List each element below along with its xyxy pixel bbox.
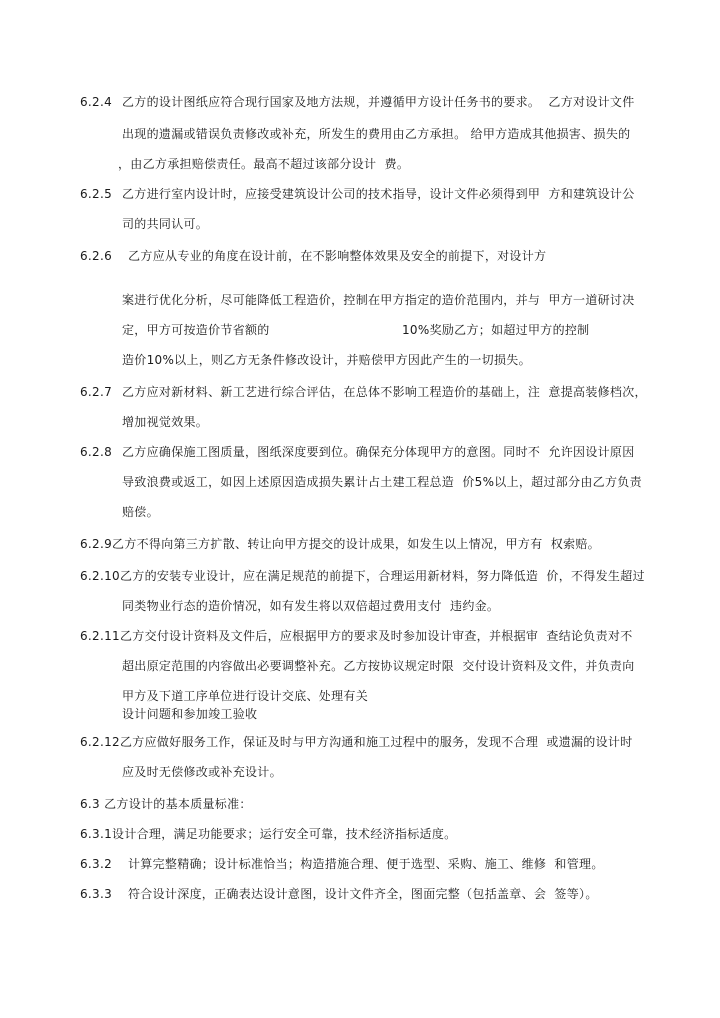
clause-text: 造价10%以上，则乙方无条件修改设计，并赔偿甲方因此产生的一切损失。 <box>122 353 531 367</box>
clause-text: 6.3.1设计合理，满足功能要求；运行安全可靠，技术经济指标适度。 <box>80 827 457 841</box>
clause-text: 乙方应对新材料、新工艺进行综合评估，在总体不影响工程造价的基础上，注 意提高装修档次， <box>122 385 647 399</box>
clause-text: 计算完整精确；设计标准恰当；构造措施合理、便于选型、采购、施工、维修 和管理。 <box>128 857 604 871</box>
clause-text: 增加视觉效果。 <box>122 415 209 429</box>
clause-number: 6.2.4 <box>80 95 113 109</box>
clause-number: 6.3.2 <box>80 857 113 871</box>
clause-text: 设计问题和参加竣工验收 <box>122 707 258 721</box>
clause-text: 10%奖励乙方；如超过甲方的控制 <box>402 323 590 337</box>
clause-number: 6.2.6 <box>80 249 113 263</box>
clause-text: 乙方应确保施工图质量，图纸深度要到位。确保充分体现甲方的意图。同时不 允许因设计原因 <box>122 445 635 459</box>
clause-text: 甲方及下道工序单位进行设计交底、处理有关 <box>122 689 369 703</box>
clause-text: 应及时无偿修改或补充设计。 <box>122 765 282 779</box>
clause-text: 6.2.11乙方交付设计资料及文件后，应根据甲方的要求及时参加设计审查，并根据审 查结论负责对不 <box>80 629 633 643</box>
clause-text: 符合设计深度，正确表达设计意图，设计文件齐全，图面完整（包括盖章、会 签等）。 <box>128 887 598 901</box>
clause-text: 乙方进行室内设计时，应接受建筑设计公司的技术指导，设计文件必须得到甲 方和建筑设计公 <box>122 187 635 201</box>
clause-number: 6.2.8 <box>80 445 113 459</box>
clause-text: 6.2.9乙方不得向第三方扩散、转让向甲方提交的设计成果，如发生以上情况，甲方有 权索赔。 <box>80 537 600 551</box>
clause-text: 同类物业行态的造价情况，如有发生将以双倍超过费用支付 违约金。 <box>122 599 500 613</box>
clause-text: 出现的遗漏或错误负责修改或补充，所发生的费用由乙方承担。 给甲方造成其他损害、损失的 <box>122 127 631 141</box>
clause-text: 乙方的设计图纸应符合现行国家及地方法规，并遵循甲方设计任务书的要求。 乙方对设计文件 <box>122 95 635 109</box>
clause-text: 6.2.10乙方的安装专业设计，应在满足规范的前提下，合理运用新材料，努力降低造 价，不得发生超过 <box>80 569 645 583</box>
clause-text: 6.2.12乙方应做好服务工作，保证及时与甲方沟通和施工过程中的服务，发现不合理 或遗漏的设计时 <box>80 735 633 749</box>
clause-text: 超出原定范围的内容做出必要调整补充。乙方按协议规定时限 交付设计资料及文件，并负责向 <box>122 659 635 673</box>
section-heading: 6.3 乙方设计的基本质量标准： <box>80 797 252 811</box>
clause-text: 定，甲方可按造价节省额的 <box>122 323 270 337</box>
clause-number: 6.3.3 <box>80 887 113 901</box>
clause-text: ，由乙方承担赔偿责任。最高不超过该部分设计 费。 <box>118 157 410 171</box>
clause-text: 导致浪费或返工，如因上述原因造成损失累计占土建工程总造 价5%以上，超过部分由乙方负责 <box>122 475 642 489</box>
clause-text: 司的共同认可。 <box>122 217 209 231</box>
clause-number: 6.2.5 <box>80 187 113 201</box>
clause-text: 案进行优化分析，尽可能降低工程造价，控制在甲方指定的造价范围内，并与 甲方一道研讨决 <box>122 293 635 307</box>
clause-text: 乙方应从专业的角度在设计前，在不影响整体效果及安全的前提下，对设计方 <box>124 249 547 263</box>
clause-text: 赔偿。 <box>122 505 159 519</box>
clause-number: 6.2.7 <box>80 385 113 399</box>
